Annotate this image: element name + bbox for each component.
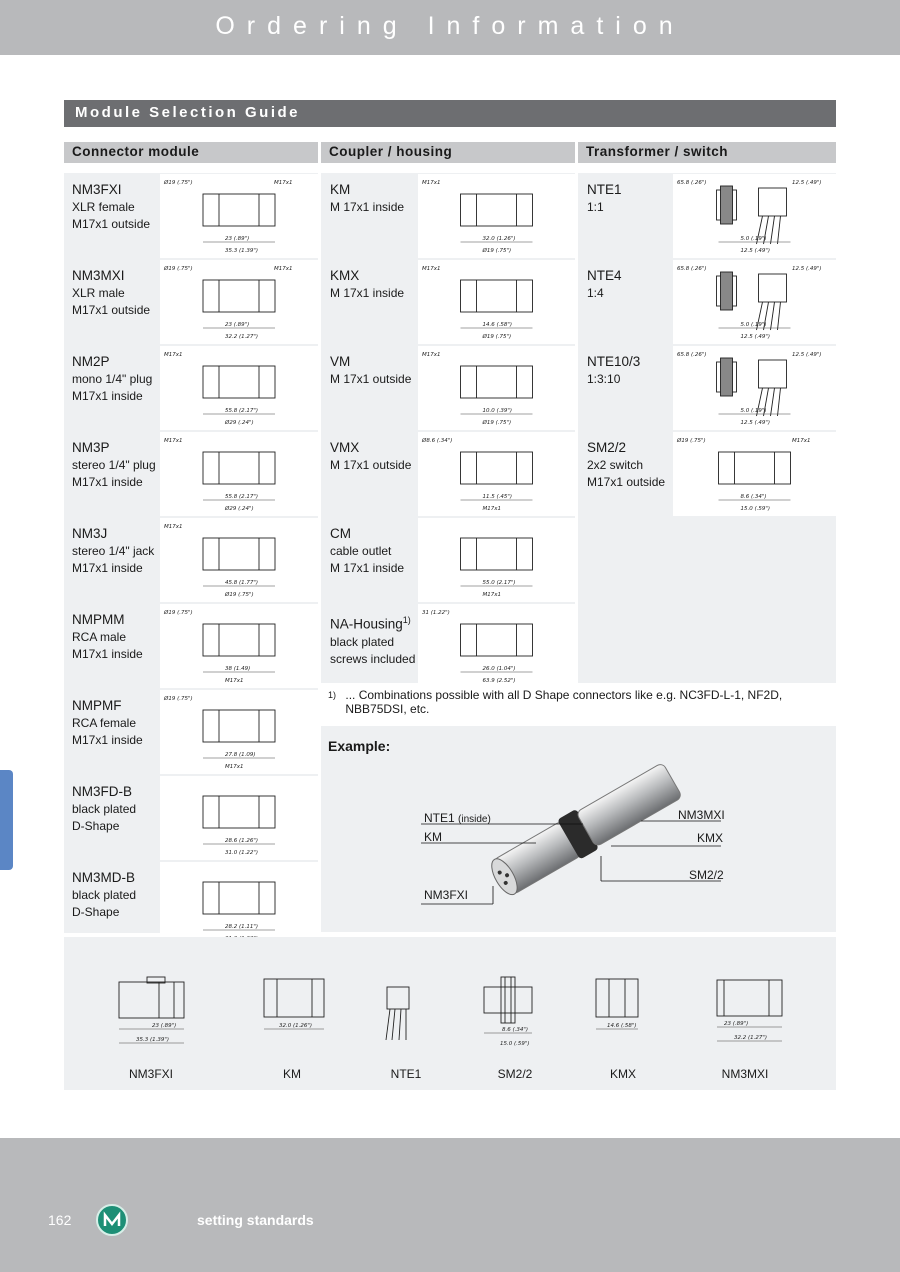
module-name: KM (330, 182, 351, 197)
drawing-shape (721, 186, 733, 224)
drawing-shape (461, 538, 533, 570)
assembly-strip (64, 937, 836, 1090)
module-item-text (72, 267, 150, 319)
dimension-label: 8.6 (.34") (740, 494, 767, 500)
dimension-label: 23 (.89") (225, 322, 250, 328)
dimension-label: Ø19 (.75") (164, 180, 193, 186)
technical-drawing (160, 346, 318, 430)
dimension-label: Ø19 (.75") (225, 592, 254, 598)
module-item-text (587, 353, 640, 388)
module-item-text (72, 353, 152, 405)
module-name: NM3MXI (72, 268, 125, 283)
drawing-shape (778, 388, 781, 416)
drawing-shape (759, 360, 787, 388)
assembly-part-sm22 (484, 977, 532, 1023)
module-item-text (72, 181, 150, 233)
dimension-label: 65.8 (.26") (677, 266, 707, 272)
dimension-label: Ø29 (.24") (225, 420, 254, 426)
example-body-right (576, 762, 683, 847)
drawing-svg (418, 346, 575, 430)
dimension-label: 31.0 (1.22") (225, 850, 259, 856)
assembly-dim-6: 14.6 (.58") (607, 1023, 637, 1029)
module-description: cable outlet (330, 544, 392, 558)
module-description: stereo 1/4" jack (72, 544, 155, 558)
technical-drawing (673, 260, 836, 344)
dimension-label: 5.0 (.19") (740, 236, 767, 242)
section-title: Module Selection Guide (64, 100, 836, 127)
drawing-svg (160, 776, 318, 860)
technical-drawing (160, 690, 318, 774)
module-name: NTE1 (587, 182, 622, 197)
dimension-label: 11.5 (.45") (482, 494, 513, 500)
assembly-dim-4: 8.6 (.34") (502, 1027, 529, 1033)
drawing-svg (160, 432, 318, 516)
module-name: NA-Housing (330, 616, 403, 632)
module-name: NM2P (72, 354, 110, 369)
module-description: M 17x1 outside (330, 372, 412, 386)
module-description: M 17x1 inside (330, 561, 405, 575)
module-item-text (72, 697, 143, 749)
drawing-shape (759, 274, 787, 302)
dimension-label: Ø19 (.75") (677, 438, 706, 444)
dimension-label: M17x1 (792, 438, 811, 444)
module-name: VM (330, 354, 351, 369)
drawing-svg (160, 346, 318, 430)
column-heading-connector: Connector module (64, 142, 318, 163)
dimension-label: M17x1 (482, 506, 501, 512)
drawing-shape (203, 624, 275, 656)
dimension-label: Ø19 (.75") (164, 610, 193, 616)
dimension-label: 38 (1.49) (225, 666, 251, 672)
technical-drawing (160, 174, 318, 258)
dimension-label: 31 (1.22") (422, 610, 450, 616)
drawing-shape (203, 280, 275, 312)
footnote (328, 688, 818, 716)
module-description: stereo 1/4" plug (72, 458, 156, 472)
dimension-label: 65.8 (.26") (677, 180, 707, 186)
dimension-label: 28.6 (1.26") (225, 838, 259, 844)
drawing-svg (160, 604, 318, 688)
module-name: NM3FXI (72, 182, 122, 197)
assembly-label: NTE1 (390, 1067, 422, 1081)
chapter-tab[interactable] (0, 770, 13, 870)
drawing-shape (461, 194, 533, 226)
drawing-shape (203, 538, 275, 570)
drawing-svg (160, 690, 318, 774)
module-item-text (330, 525, 404, 577)
module-name: NTE4 (587, 268, 622, 283)
module-description: M17x1 inside (72, 733, 143, 747)
dimension-label: 45.8 (1.77") (225, 580, 259, 586)
footer-band (0, 1138, 900, 1272)
assembly-part-kmx (596, 979, 638, 1017)
technical-drawing (160, 432, 318, 516)
dimension-label: 15.0 (.59") (740, 506, 771, 512)
module-item-text (72, 611, 143, 663)
module-description: M17x1 inside (72, 389, 143, 403)
module-name: NTE10/3 (587, 354, 641, 369)
module-item-text (72, 525, 154, 577)
drawing-shape (771, 216, 775, 244)
drawing-svg (418, 518, 575, 602)
dimension-label: 14.6 (.58") (482, 322, 513, 328)
drawing-svg (673, 346, 836, 430)
top-banner (0, 0, 900, 55)
example-label-kmx: KMX (697, 831, 724, 845)
page-number: 162 (48, 1212, 72, 1228)
dimension-label: 5.0 (.19") (740, 408, 767, 414)
module-name: VMX (330, 440, 360, 455)
dimension-label: 27.8 (1.09) (225, 752, 256, 758)
dimension-label: M17x1 (422, 352, 441, 358)
assembly-part-km (264, 979, 324, 1017)
module-item-text (587, 439, 665, 491)
technical-drawing (160, 862, 318, 946)
dimension-label: 32.0 (1.26") (482, 236, 516, 242)
assembly-dim-8: 32.2 (1.27") (734, 1035, 768, 1041)
dimension-label: M17x1 (422, 180, 441, 186)
assembly-label: NM3FXI (128, 1067, 173, 1081)
assembly-drawing (64, 937, 836, 1062)
module-item-text (587, 181, 622, 216)
drawing-svg (673, 260, 836, 344)
page-title: Ordering Information (215, 12, 685, 40)
assembly-label: KM (283, 1067, 301, 1081)
dimension-label: Ø29 (.24") (225, 506, 254, 512)
column-heading-coupler: Coupler / housing (321, 142, 575, 163)
module-description: M 17x1 inside (330, 200, 405, 214)
neutrik-logo-icon (96, 1204, 128, 1236)
module-description: XLR female (72, 200, 135, 214)
assembly-dim-5: 15.0 (.59") (500, 1041, 530, 1047)
module-name: SM2/2 (587, 440, 627, 455)
module-description: 1:1 (587, 200, 604, 214)
assembly-dim-2: 35.3 (1.39") (136, 1037, 170, 1043)
dimension-label: M17x1 (274, 266, 293, 272)
drawing-shape (203, 710, 275, 742)
drawing-svg (418, 260, 575, 344)
technical-drawing (673, 346, 836, 430)
module-description: M17x1 inside (72, 561, 143, 575)
module-name: CM (330, 526, 351, 541)
dimension-label: 63.9 (2.52") (482, 678, 516, 684)
dimension-label: 12.5 (.49") (740, 420, 771, 426)
drawing-svg (418, 432, 575, 516)
technical-drawing (673, 432, 836, 516)
dimension-label: 23 (.89") (225, 236, 250, 242)
dimension-label: Ø8.6 (.34") (422, 438, 453, 444)
module-description: RCA female (72, 716, 137, 730)
module-description: M17x1 inside (72, 647, 143, 661)
drawing-svg (160, 260, 318, 344)
drawing-shape (759, 188, 787, 216)
dimension-label: M17x1 (422, 266, 441, 272)
dimension-label: 65.8 (.26") (677, 352, 707, 358)
module-item-text (72, 783, 136, 835)
drawing-shape (771, 302, 775, 330)
module-description: black plated (330, 634, 395, 649)
example-label-nm3mxi: NM3MXI (678, 808, 725, 822)
dimension-label: 26.0 (1.04") (482, 666, 516, 672)
module-footnote-ref: 1) (402, 615, 411, 625)
technical-drawing (160, 776, 318, 860)
dimension-label: 55.8 (2.17") (225, 494, 259, 500)
module-description: screws included (330, 651, 416, 666)
example-label-km: KM (424, 830, 442, 844)
dimension-label: 12.5 (.49") (792, 266, 822, 272)
module-description: 2x2 switch (587, 458, 644, 472)
assembly-part-nte1 (386, 987, 409, 1040)
dimension-label: M17x1 (164, 352, 183, 358)
module-description: M17x1 outside (72, 217, 151, 231)
drawing-shape (771, 388, 775, 416)
drawing-svg (418, 604, 575, 688)
dimension-label: 5.0 (.19") (740, 322, 767, 328)
example-label-nte1: NTE1 (inside) (424, 811, 491, 825)
dimension-label: M17x1 (225, 764, 244, 770)
drawing-shape (461, 452, 533, 484)
module-description: M17x1 outside (72, 303, 151, 317)
module-description: M 17x1 outside (330, 458, 412, 472)
drawing-shape (203, 194, 275, 226)
module-description: black plated (72, 888, 137, 902)
technical-drawing (418, 346, 575, 430)
technical-drawing (418, 260, 575, 344)
dimension-label: M17x1 (225, 678, 244, 684)
module-item-text (330, 439, 411, 474)
drawing-shape (203, 796, 275, 828)
dimension-label: Ø19 (.75") (482, 334, 512, 340)
module-name: NM3MD-B (72, 870, 135, 885)
example-photo (321, 726, 836, 932)
module-description: XLR male (72, 286, 125, 300)
module-description: mono 1/4" plug (72, 372, 153, 386)
drawing-shape (721, 358, 733, 396)
dimension-label: Ø19 (.75") (164, 266, 193, 272)
dimension-label: Ø19 (.75") (482, 420, 512, 426)
drawing-svg (418, 174, 575, 258)
dimension-label: 55.0 (2.17") (482, 580, 516, 586)
module-item-text (330, 267, 404, 302)
drawing-shape (461, 280, 533, 312)
dimension-label: M17x1 (164, 438, 183, 444)
dimension-label: 10.0 (.39") (482, 408, 513, 414)
dimension-label: M17x1 (482, 592, 501, 598)
technical-drawing (418, 432, 575, 516)
technical-drawing (418, 174, 575, 258)
module-description: D-Shape (72, 819, 120, 833)
drawing-shape (203, 452, 275, 484)
drawing-svg (160, 518, 318, 602)
dimension-label: 12.5 (.49") (792, 352, 822, 358)
assembly-label: KMX (609, 1067, 636, 1081)
drawing-shape (778, 302, 781, 330)
drawing-shape (719, 452, 791, 484)
module-description: M17x1 inside (72, 475, 143, 489)
assembly-part-nm3fxi (119, 977, 184, 1018)
module-name: NM3J (72, 526, 108, 541)
module-name-wrap (330, 611, 415, 634)
dimension-label: 32.2 (1.27") (225, 334, 259, 340)
assembly-label: SM2/2 (497, 1067, 533, 1081)
module-description: M 17x1 inside (330, 286, 405, 300)
technical-drawing (160, 518, 318, 602)
drawing-svg (673, 174, 836, 258)
drawing-shape (461, 624, 533, 656)
example-label-nm3fxi: NM3FXI (424, 888, 469, 902)
dimension-label: 12.5 (.49") (740, 334, 771, 340)
drawing-shape (778, 216, 781, 244)
technical-drawing (673, 174, 836, 258)
module-name: NMPMM (72, 612, 125, 627)
drawing-shape (203, 366, 275, 398)
drawing-svg (160, 174, 318, 258)
module-item-text (330, 181, 404, 216)
dimension-label: 35.3 (1.39") (225, 248, 259, 254)
module-item-text (72, 439, 156, 491)
dimension-label: M17x1 (274, 180, 293, 186)
technical-drawing (160, 260, 318, 344)
module-description: 1:4 (587, 286, 604, 300)
module-name: NM3P (72, 440, 110, 455)
module-item-text (72, 869, 136, 921)
example-label-sm22: SM2/2 (689, 868, 724, 882)
footnote-text: ... Combinations possible with all D Shape connectors like e.g. NC3FD-L-1, NF2D, NBB75DSI, etc. (345, 688, 783, 716)
dimension-label: 12.5 (.49") (792, 180, 822, 186)
module-description: D-Shape (72, 905, 120, 919)
assembly-dim-3: 32.0 (1.26") (279, 1023, 313, 1029)
module-name: NM3FD-B (72, 784, 132, 799)
drawing-svg (160, 862, 318, 946)
module-item-text (330, 353, 411, 388)
module-name: KMX (330, 268, 360, 283)
module-description: black plated (72, 802, 137, 816)
dimension-label: 55.8 (2.17") (225, 408, 259, 414)
assembly-dim-7: 23 (.89") (724, 1021, 749, 1027)
dimension-label: Ø19 (.75") (482, 248, 512, 254)
column-heading-transformer: Transformer / switch (578, 142, 836, 163)
module-item-text (587, 267, 622, 302)
assembly-label: NM3MXI (721, 1067, 769, 1081)
module-description: RCA male (72, 630, 127, 644)
module-name: NMPMF (72, 698, 122, 713)
technical-drawing (418, 604, 575, 688)
footnote-marker: 1) (328, 690, 337, 700)
dimension-label: 28.2 (1.11") (225, 924, 259, 930)
assembly-part-nm3mxi (717, 980, 782, 1016)
example-title: Example: (328, 738, 391, 754)
dimension-label: 12.5 (.49") (740, 248, 771, 254)
module-description: M17x1 outside (587, 475, 666, 489)
drawing-svg (673, 432, 836, 516)
dimension-label: M17x1 (164, 524, 183, 530)
technical-drawing (418, 518, 575, 602)
module-description: 1:3:10 (587, 372, 621, 386)
footer-slogan: setting standards (197, 1212, 314, 1228)
drawing-shape (203, 882, 275, 914)
drawing-shape (721, 272, 733, 310)
assembly-dim-1: 23 (.89") (152, 1023, 177, 1029)
example-panel (321, 726, 836, 932)
module-item-text (330, 611, 415, 668)
technical-drawing (160, 604, 318, 688)
dimension-label: Ø19 (.75") (164, 696, 193, 702)
drawing-shape (461, 366, 533, 398)
